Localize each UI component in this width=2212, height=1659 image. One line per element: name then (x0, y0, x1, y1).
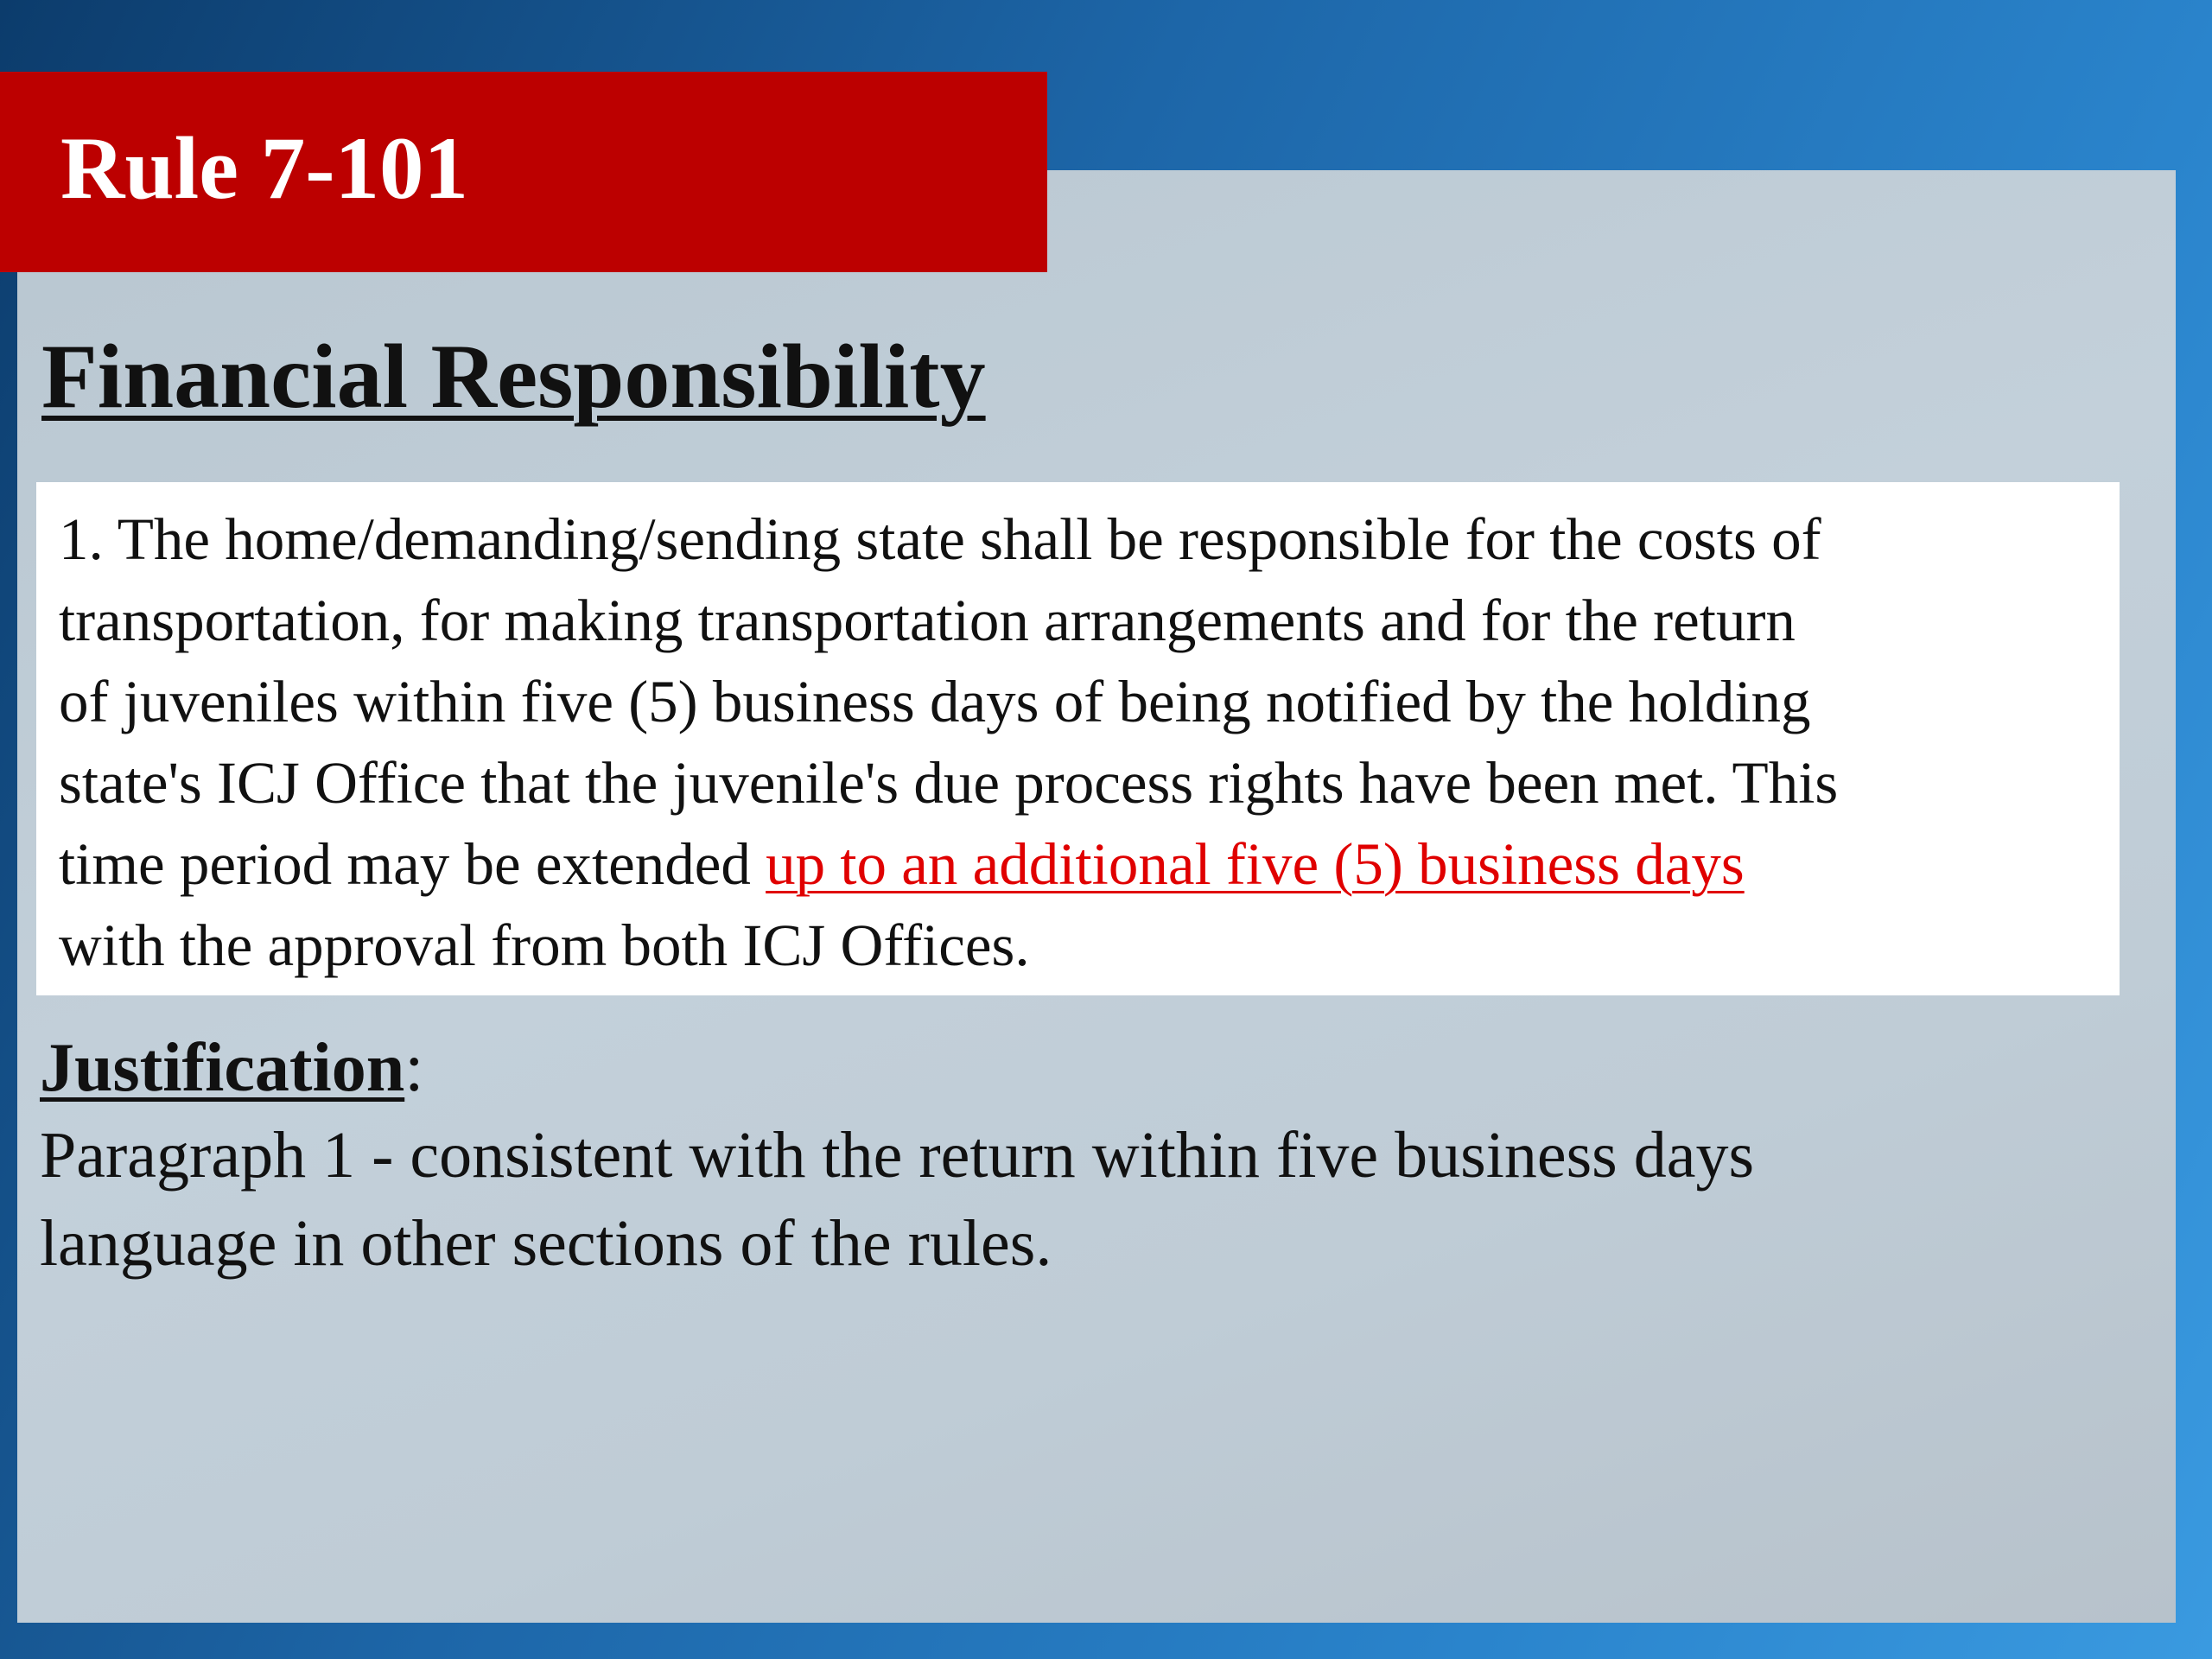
justification-label: Justification (40, 1030, 405, 1106)
title-banner (0, 72, 1047, 272)
rule-line: transportation, for making transportation arrangements and for the return (59, 588, 1796, 653)
justification-colon: : (404, 1030, 424, 1106)
rule-text-box (36, 482, 2120, 995)
rule-line (59, 823, 2120, 905)
justification-body (40, 1111, 1754, 1287)
rule-heading: Financial Responsibility (41, 326, 986, 427)
justification-line: Paragraph 1 - consistent with the return within five business days (40, 1119, 1755, 1192)
justification-section (40, 1025, 1754, 1287)
justification-heading (40, 1025, 1754, 1111)
rule-line: state's ICJ Office that the juvenile's due process rights have been met. This (59, 750, 1839, 816)
rule-paragraph (59, 499, 2120, 986)
rule-line-text: time period may be extended (59, 831, 766, 897)
rule-line: 1. The home/demanding/sending state shall be responsible for the costs of (59, 506, 1821, 572)
amendment-text: up to an additional five (5) business days (766, 831, 1745, 897)
justification-line: language in other sections of the rules. (40, 1207, 1052, 1280)
rule-line: with the approval from both ICJ Offices. (59, 912, 1030, 978)
slide-title: Rule 7-101 (60, 118, 469, 218)
rule-line: of juveniles within five (5) business days of being notified by the holding (59, 669, 1811, 734)
